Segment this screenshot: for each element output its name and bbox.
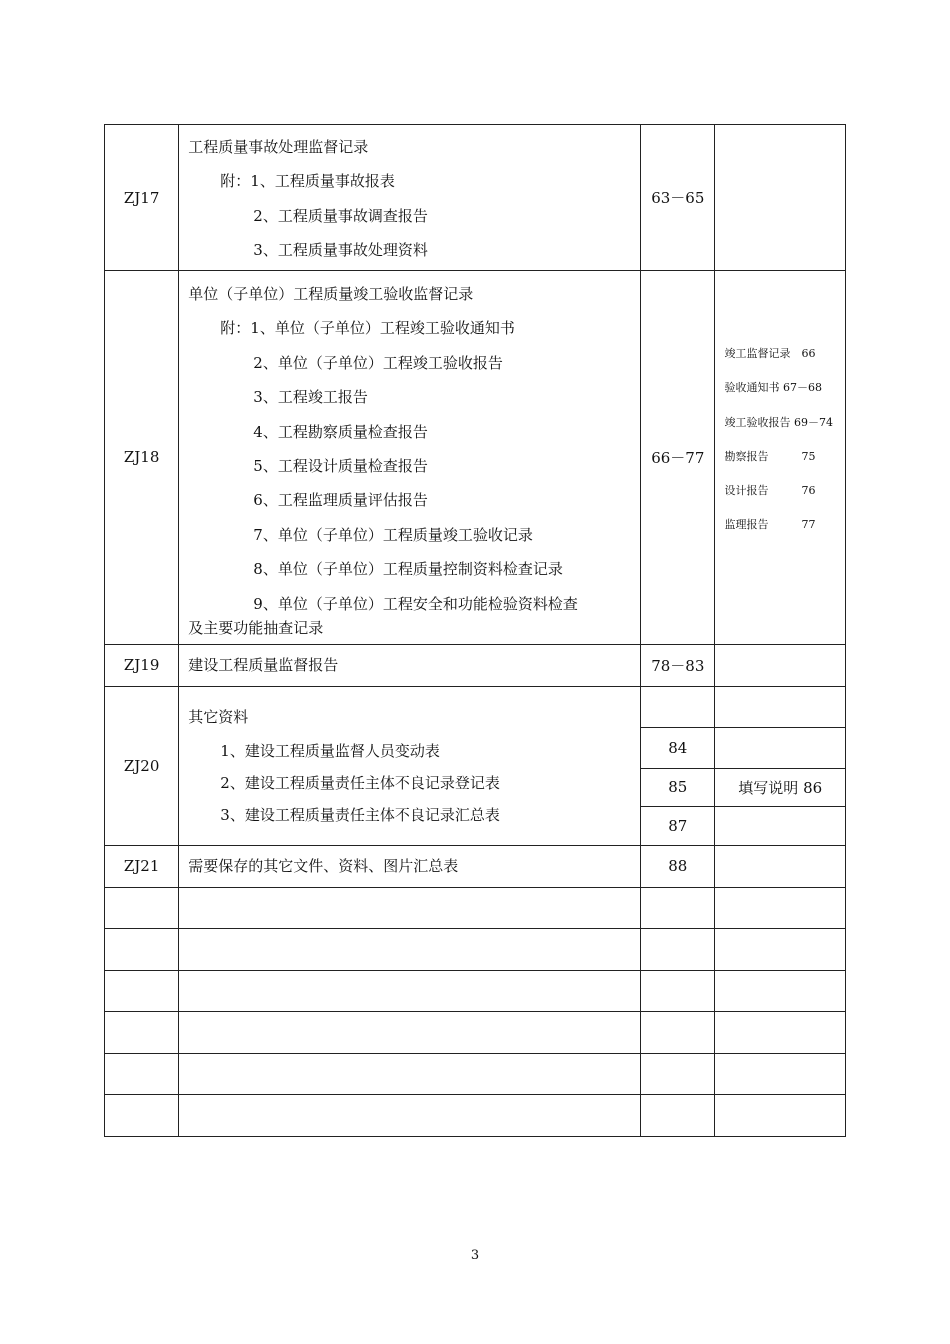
- row-content: [179, 845, 641, 887]
- empty-cell: [641, 887, 715, 928]
- empty-cell: [641, 1053, 715, 1094]
- note-line: 竣工验收报告 69－74: [724, 415, 833, 429]
- sub-item: 8、单位（子单位）工程质量控制资料检查记录: [253, 560, 563, 579]
- empty-row: [105, 887, 846, 928]
- sub-note-cell: [715, 728, 845, 769]
- row-title: 工程质量事故处理监督记录: [188, 137, 369, 156]
- row-pages-split: [641, 686, 715, 845]
- table-row: [105, 644, 846, 686]
- table-row: [105, 125, 846, 271]
- sub-page-cell: 84: [641, 728, 714, 769]
- empty-cell: [105, 928, 179, 970]
- table-row: [105, 271, 846, 645]
- empty-cell: [641, 1011, 715, 1053]
- row-note: [715, 845, 846, 887]
- empty-cell: [179, 1094, 641, 1136]
- empty-cell: [641, 970, 715, 1011]
- row-pages: 88: [641, 845, 715, 887]
- row-title: 需要保存的其它文件、资料、图片汇总表: [188, 856, 459, 875]
- sub-note-cell: [715, 807, 845, 845]
- row-content: [179, 686, 641, 845]
- row-code: ZJ21: [105, 845, 179, 887]
- empty-cell: [105, 1094, 179, 1136]
- empty-cell: [105, 1053, 179, 1094]
- row-pages: 63－65: [641, 125, 715, 271]
- empty-cell: [105, 1011, 179, 1053]
- empty-cell: [641, 928, 715, 970]
- empty-cell: [715, 887, 846, 928]
- sub-item: 4、工程勘察质量检查报告: [253, 422, 428, 441]
- sub-note-cell: [715, 687, 845, 728]
- sub-item: 6、工程监理质量评估报告: [253, 491, 428, 510]
- empty-cell: [179, 928, 641, 970]
- note-line: 监理报告 77: [724, 518, 816, 532]
- sub-item: 3、工程质量事故处理资料: [253, 240, 428, 259]
- empty-cell: [715, 970, 846, 1011]
- sub-item-continued: 及主要功能抽查记录: [188, 618, 324, 637]
- sub-item: 附：1、单位（子单位）工程竣工验收通知书: [220, 319, 515, 338]
- row-note-list: [715, 271, 846, 645]
- sub-page-cell: [641, 687, 714, 728]
- sub-note-cell: 填写说明 86: [715, 769, 845, 807]
- table-row: [105, 845, 846, 887]
- empty-cell: [105, 887, 179, 928]
- row-title: 其它资料: [188, 708, 249, 727]
- row-title: 单位（子单位）工程质量竣工验收监督记录: [188, 285, 474, 303]
- sub-item: 5、工程设计质量检查报告: [253, 456, 428, 475]
- sub-item: 9、单位（子单位）工程安全和功能检验资料检查: [253, 594, 578, 613]
- empty-cell: [179, 1011, 641, 1053]
- empty-cell: [715, 1011, 846, 1053]
- empty-cell: [105, 970, 179, 1011]
- row-code: ZJ19: [105, 644, 179, 686]
- empty-row: [105, 970, 846, 1011]
- note-line: 验收通知书 67－68: [724, 381, 822, 395]
- sub-item: 2、单位（子单位）工程竣工验收报告: [253, 353, 503, 372]
- row-pages: 66－77: [641, 271, 715, 645]
- note-line: 勘察报告 75: [724, 449, 816, 463]
- row-note: [715, 125, 846, 271]
- sub-item: 7、单位（子单位）工程质量竣工验收记录: [253, 525, 533, 544]
- empty-row: [105, 928, 846, 970]
- row-content: [179, 644, 641, 686]
- row-pages: 78－83: [641, 644, 715, 686]
- row-content: [179, 271, 641, 645]
- empty-row: [105, 1053, 846, 1094]
- row-notes-split: [715, 686, 846, 845]
- empty-cell: [715, 1053, 846, 1094]
- row-title: 建设工程质量监督报告: [188, 655, 339, 674]
- table-row: [105, 686, 846, 845]
- empty-cell: [715, 928, 846, 970]
- empty-cell: [179, 970, 641, 1011]
- page-number: 3: [470, 1248, 480, 1263]
- empty-row: [105, 1011, 846, 1053]
- note-line: 设计报告 76: [724, 484, 816, 498]
- empty-cell: [715, 1094, 846, 1136]
- sub-page-cell: 87: [668, 816, 688, 835]
- sub-item: 1、建设工程质量监督人员变动表: [220, 741, 440, 760]
- row-content: [179, 125, 641, 271]
- sub-item: 附：1、工程质量事故报表: [220, 172, 395, 191]
- sub-page-cell: 85: [641, 769, 714, 807]
- directory-table: [104, 124, 846, 1137]
- row-code: ZJ20: [105, 686, 179, 845]
- sub-item: 3、工程竣工报告: [253, 388, 368, 407]
- row-code: ZJ17: [105, 125, 179, 271]
- sub-item: 2、建设工程质量责任主体不良记录登记表: [220, 773, 500, 792]
- empty-cell: [641, 1094, 715, 1136]
- empty-cell: [179, 887, 641, 928]
- sub-item: 2、工程质量事故调查报告: [253, 206, 428, 225]
- sub-item: 3、建设工程质量责任主体不良记录汇总表: [220, 805, 500, 824]
- empty-cell: [179, 1053, 641, 1094]
- empty-row: [105, 1094, 846, 1136]
- note-line: 竣工监督记录 66: [724, 347, 816, 360]
- row-note: [715, 644, 846, 686]
- row-code: ZJ18: [105, 271, 179, 645]
